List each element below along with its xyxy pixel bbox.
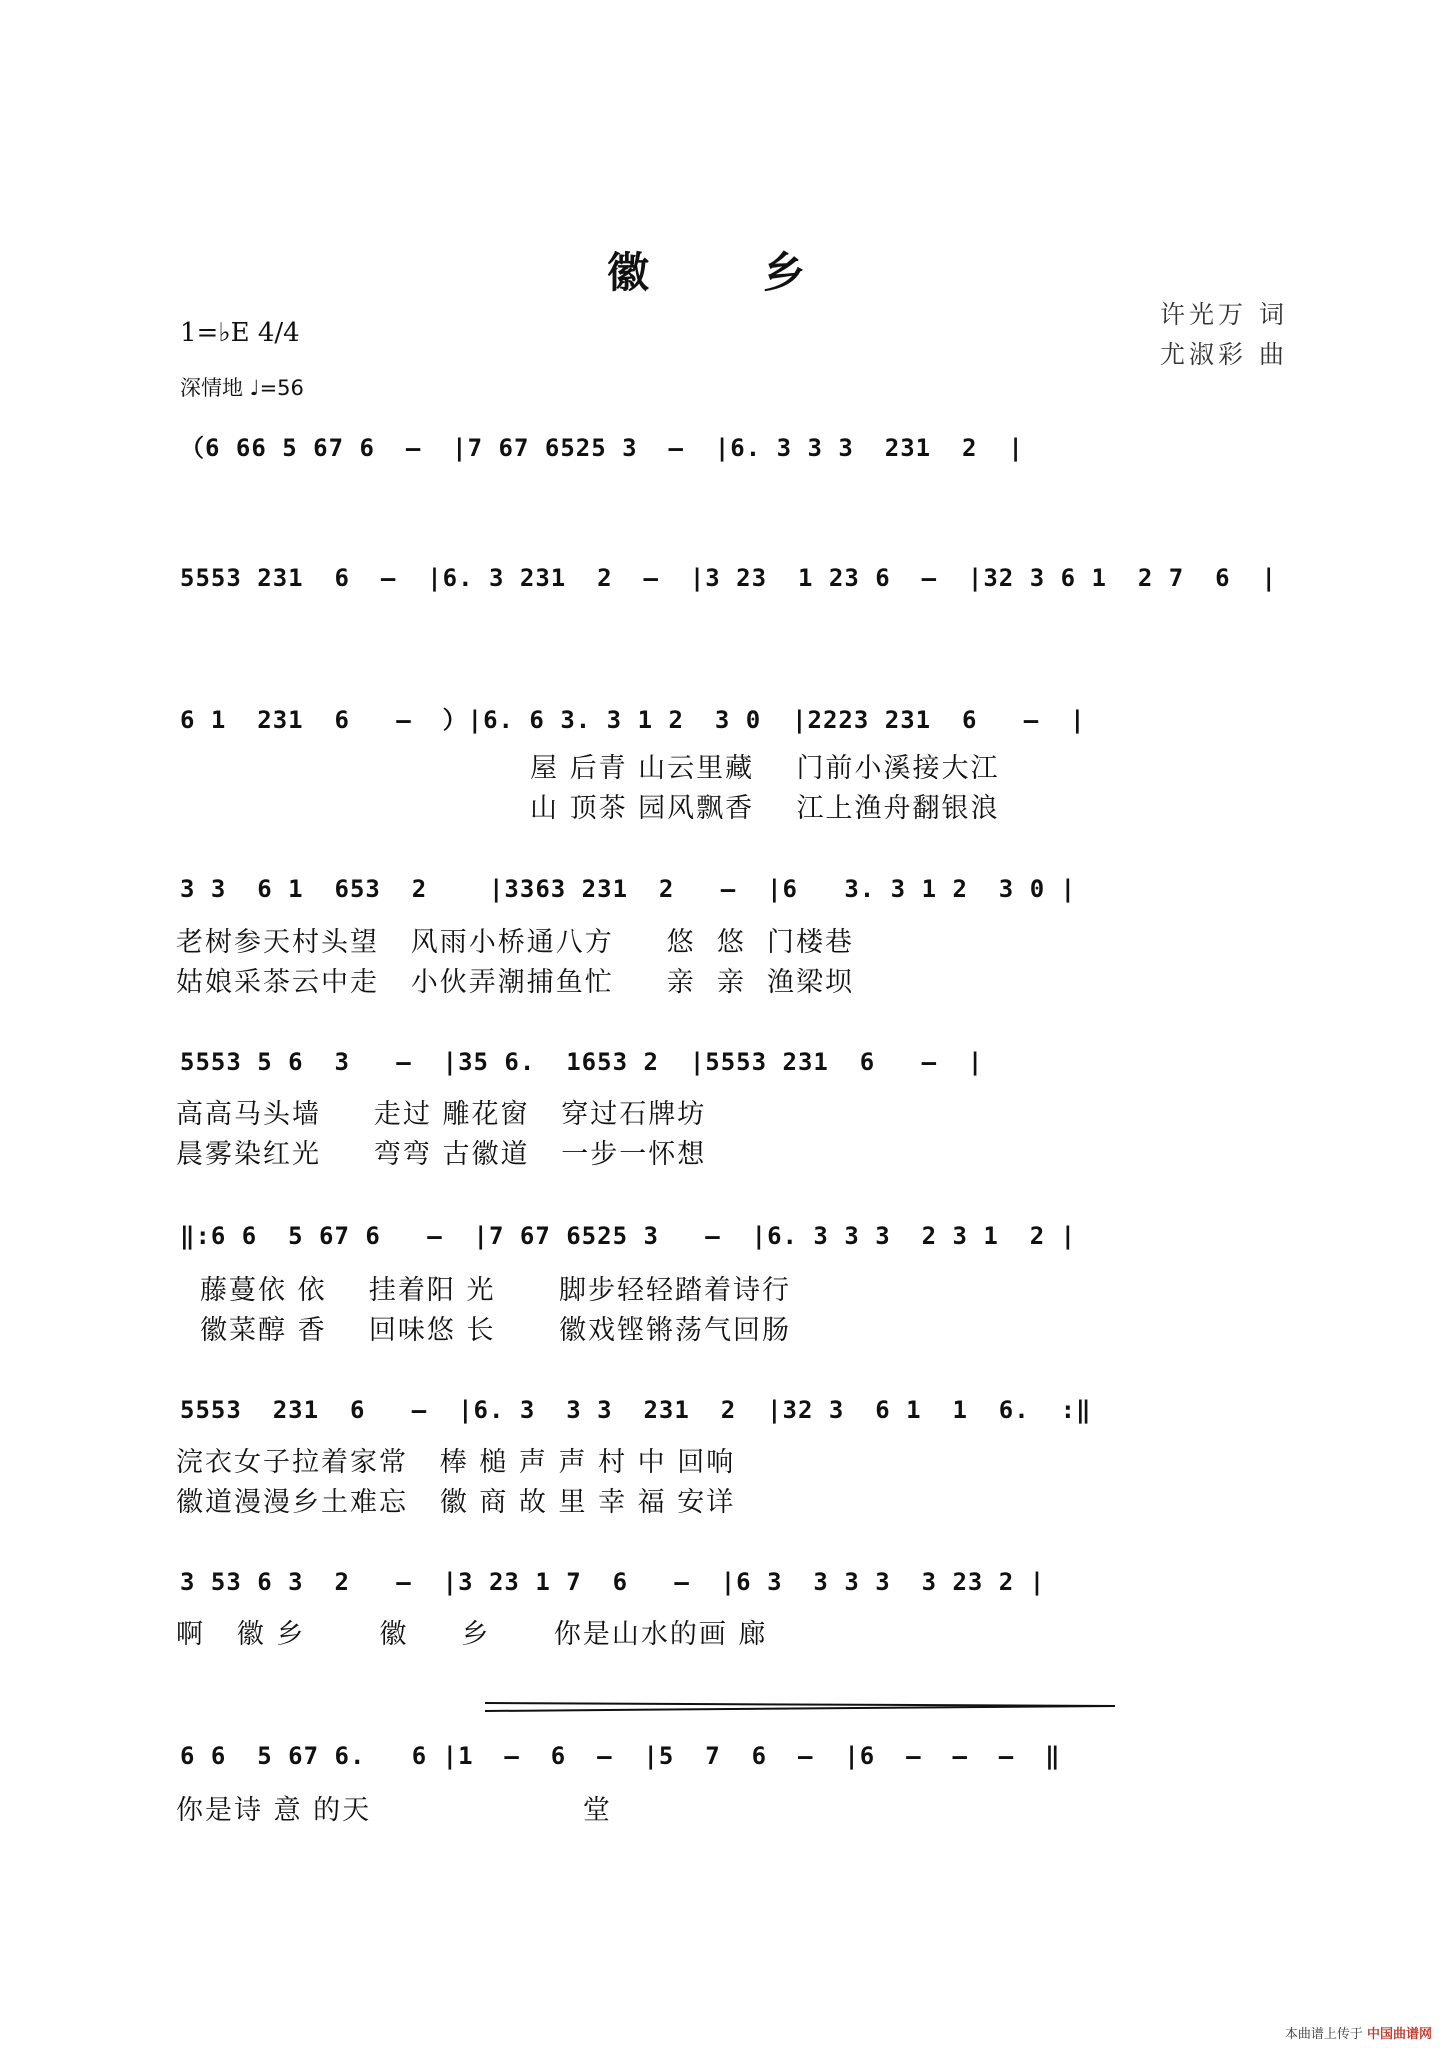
staff-line-7: [180, 1396, 1290, 1424]
lyrics-4-verse-2: 姑娘采茶云中走 小伙弄潮捕鱼忙 亲 亲 渔梁坝: [176, 967, 854, 998]
lyricist-credit: 许光万 词: [1160, 300, 1288, 329]
lyrics-6-verse-1: 藤蔓依 依 挂着阳 光 脚步轻轻踏着诗行: [200, 1275, 791, 1306]
staff-line-6: [180, 1222, 1290, 1250]
tempo-marking: 深情地 ♩=56: [180, 376, 304, 400]
lyrics-8-verse-1: 啊 徽 乡 徽 乡 你是山水的画 廊: [176, 1619, 768, 1650]
lyrics-5-verse-1: 高高马头墙 走过 雕花窗 穿过石牌坊: [176, 1099, 707, 1130]
staff-line-1: [180, 428, 1290, 462]
upload-footer: [1285, 2023, 1432, 2042]
notes-line-6: ‖:6 6 5 67 6 – |7 67 6525 3 – |6. 3 3 3 2 3 1 2 |: [180, 1222, 1077, 1250]
lyrics-7-verse-1: 浣衣女子拉着家常 棒 槌 声 声 村 中 回响: [176, 1447, 736, 1478]
lyrics-9-verse-1: 你是诗 意 的天 堂: [176, 1795, 612, 1826]
notes-line-2: 5553 231 6 – |6. 3 231 2 – |3 23 1 23 6 – |32 3 6 1 2 7 6 |: [180, 564, 1277, 592]
upload-note: 本曲谱上传于: [1284, 2027, 1363, 2042]
staff-line-3: [180, 700, 1290, 734]
composer-credit: 尤淑彩 曲: [1160, 340, 1288, 369]
notes-line-8: 3 53 6 3 2 – |3 23 1 7 6 – |6 3 3 3 3 3 23 2 |: [180, 1568, 1046, 1596]
notes-line-7: 5553 231 6 – |6. 3 3 3 231 2 |32 3 6 1 1 6. :‖: [180, 1396, 1092, 1424]
notes-line-1: （6 66 5 67 6 – |7 67 6525 3 – |6. 3 3 3 231 2 |: [180, 434, 1024, 462]
lyrics-5-verse-2: 晨雾染红光 弯弯 古徽道 一步一怀想: [176, 1139, 707, 1170]
lyrics-7-verse-2: 徽道漫漫乡土难忘 徽 商 故 里 幸 福 安详: [176, 1487, 736, 1518]
notes-line-3: 6 1 231 6 – ）|6. 6 3. 3 1 2 3 0 |2223 231 6 – |: [180, 706, 1086, 734]
site-logo: 中国曲谱网: [1366, 2027, 1432, 2042]
notes-line-4: 3 3 6 1 653 2 |3363 231 2 – |6 3. 3 1 2 3 0 |: [180, 875, 1077, 903]
staff-line-8: [180, 1568, 1290, 1596]
staff-line-9: [180, 1742, 1290, 1770]
lyrics-6-verse-2: 徽菜醇 香 回味悠 长 徽戏铿锵荡气回肠: [200, 1315, 791, 1346]
staff-line-4: [180, 875, 1290, 903]
lyrics-3-verse-2: 山 顶茶 园风飘香 江上渔舟翻银浪: [530, 793, 1000, 824]
key-signature: 1=♭E 4/4: [180, 318, 300, 348]
staff-line-2: [180, 564, 1290, 592]
notes-line-5: 5553 5 6 3 – |35 6. 1653 2 |5553 231 6 – |: [180, 1048, 984, 1076]
notes-line-9: 6 6 5 67 6. 6 |1 – 6 – |5 7 6 – |6 – – – ‖: [180, 1742, 1061, 1770]
lyrics-4-verse-1: 老树参天村头望 风雨小桥通八方 悠 悠 门楼巷: [176, 927, 854, 958]
page-title: 徽 乡: [606, 248, 841, 297]
staff-line-5: [180, 1048, 1290, 1076]
decrescendo-hairpin: [485, 1693, 1125, 1733]
lyrics-3-verse-1: 屋 后青 山云里藏 门前小溪接大江: [530, 753, 1000, 784]
